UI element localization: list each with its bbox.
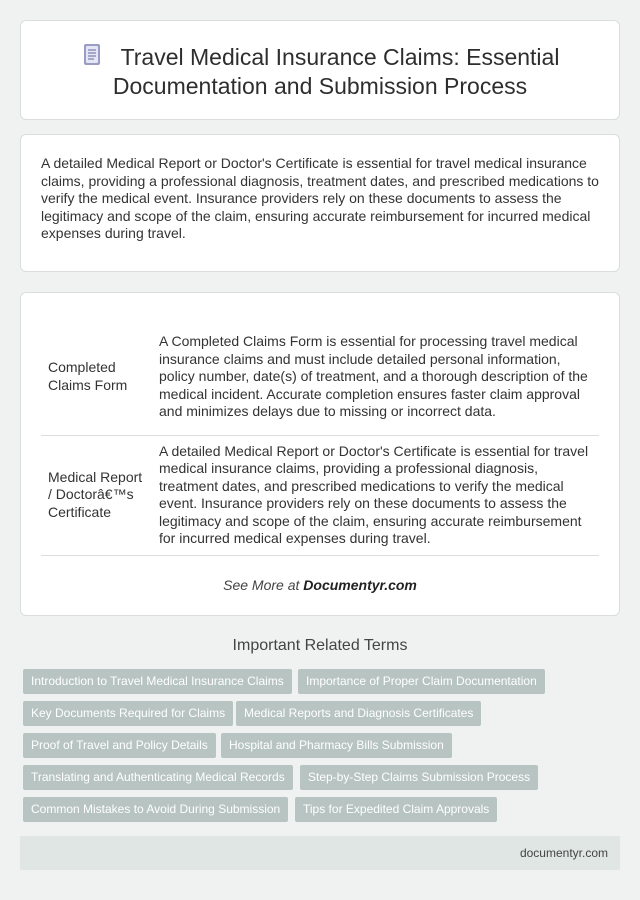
tag[interactable]: Step-by-Step Claims Submission Process: [300, 765, 538, 790]
table-row: [41, 319, 599, 435]
see-more-link[interactable]: Documentyr.com: [303, 577, 417, 593]
table-row: [41, 435, 599, 555]
tag[interactable]: Key Documents Required for Claims: [23, 701, 233, 726]
row-value: A detailed Medical Report or Doctor's Certificate is essential for travel medical insurance claims, providing a professional diagnosis, treatment dates, and prescribed medications to verify the medical event. Insurance providers rely on these documents to assess the legitimacy and scope of the claim, ensuring accurate reimbursement for incurred medical expenses during travel.: [152, 435, 599, 555]
tag[interactable]: Tips for Expedited Claim Approvals: [295, 797, 497, 822]
header-card: [20, 20, 620, 120]
tag[interactable]: Hospital and Pharmacy Bills Submission: [221, 733, 452, 758]
see-more: [21, 577, 619, 593]
row-value: A Completed Claims Form is essential for processing travel medical insurance claims and must include detailed personal information, policy number, date(s) of treatment, and a thorough description of the medical incident. Accurate completion ensures faster claim approval and minimizes delays due to missing or incorrect data.: [152, 319, 599, 435]
tag[interactable]: Importance of Proper Claim Documentation: [298, 669, 545, 694]
tag[interactable]: Proof of Travel and Policy Details: [23, 733, 216, 758]
tag[interactable]: Translating and Authenticating Medical Records: [23, 765, 293, 790]
footer: [20, 836, 620, 870]
row-key: Medical Report / Doctorâ€™s Certificate: [41, 435, 152, 555]
document-icon: [81, 43, 103, 67]
title-line-2: Documentation and Submission Process: [112, 73, 528, 99]
page-title: [21, 43, 619, 101]
documents-table: [41, 319, 599, 556]
footer-site[interactable]: documentyr.com: [519, 846, 608, 860]
tag[interactable]: Common Mistakes to Avoid During Submission: [23, 797, 288, 822]
title-line-1: Travel Medical Insurance Claims: Essential: [120, 44, 560, 70]
documents-table-card: [20, 292, 620, 616]
see-more-prefix: See More at: [223, 577, 304, 593]
row-key: Completed Claims Form: [41, 319, 152, 435]
tag[interactable]: Introduction to Travel Medical Insurance Claims: [23, 669, 292, 694]
summary-text: A detailed Medical Report or Doctor's Certificate is essential for travel medical insurance claims, providing a professional diagnosis, treatment dates, and prescribed medications to verify the medical event. Insurance providers rely on these documents to assess the legitimacy and scope of the claim, ensuring accurate reimbursement for incurred medical expenses during travel.: [41, 155, 599, 241]
related-terms-title: Important Related Terms: [232, 637, 408, 654]
summary-card: [20, 134, 620, 272]
tag[interactable]: Medical Reports and Diagnosis Certificates: [236, 701, 481, 726]
